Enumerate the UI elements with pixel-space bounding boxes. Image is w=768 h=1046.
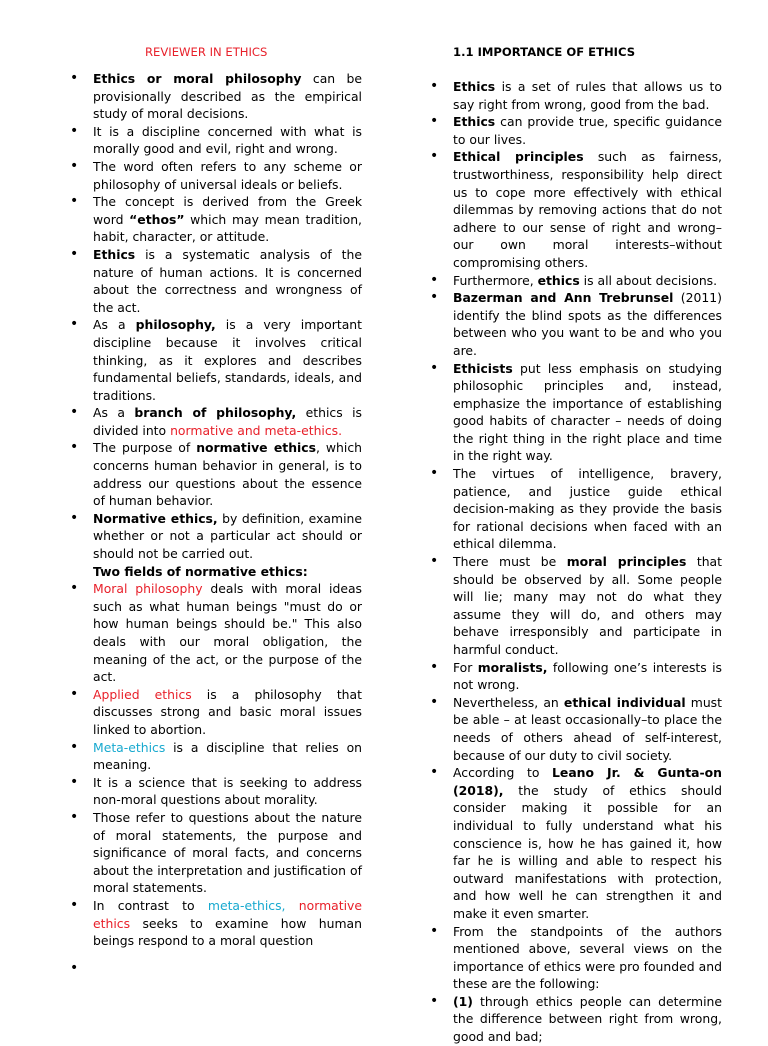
right-text-span: Ethics [453, 114, 496, 130]
left-list-item [70, 70, 362, 123]
right-text-span: Ethical principles [453, 149, 584, 165]
left-list-item [70, 739, 362, 774]
left-text-span: Two fields of normative ethics: [93, 563, 308, 579]
left-text-span: Moral philosophy [93, 581, 203, 597]
left-text-span: seeks to examine how human beings respond to a moral question [93, 915, 362, 949]
left-list-item [70, 809, 362, 897]
left-text-span: It is a science that is seeking to address non-moral questions about morality. [93, 774, 362, 808]
right-text-span: (1) [453, 993, 473, 1009]
left-text-span: Meta-ethics [93, 739, 166, 755]
left-text-span: Normative ethics, [93, 510, 218, 526]
right-list-item [430, 993, 722, 1046]
left-list-item [70, 510, 362, 563]
right-list-item [430, 659, 722, 694]
right-text-span: ethics [537, 272, 580, 288]
left-column-heading: REVIEWER IN ETHICS [145, 45, 268, 59]
left-text-span: It is a discipline concerned with what is morally good and evil, right and wrong. [93, 123, 362, 157]
left-text-span: deals with moral ideas such as what human beings "must do or how human beings should be." This also deals with our moral obligation, the meaning of the act, or the purpose of the act. [93, 581, 362, 685]
right-text-span: Furthermore, [453, 272, 538, 288]
right-text-span: Leano Jr. & Gunta-on (2018), [453, 765, 722, 798]
left-text-span: In contrast to [93, 897, 208, 913]
left-list-item [70, 193, 362, 246]
right-list-item [430, 465, 722, 553]
left-text-span: philosophy, [135, 317, 216, 333]
left-list-item [70, 439, 362, 509]
right-text-span: must be able – at least occasionally–to place the needs of others ahead of self-interest, because of our duty to civil society. [453, 694, 722, 763]
right-list-item [430, 360, 722, 466]
left-text-span: As a [93, 317, 136, 333]
left-text-span: Ethics or moral philosophy [93, 71, 302, 86]
right-bullet-list [430, 78, 722, 1046]
right-list-item [430, 113, 722, 148]
left-text-span: , which concerns human behavior in general, is to address our questions about the essence of human behavior. [93, 440, 362, 509]
right-text-span: For [453, 659, 478, 675]
left-text-span [285, 898, 298, 913]
right-text-span: can provide true, specific guidance to our lives. [453, 114, 722, 147]
right-list-item [430, 78, 722, 113]
left-text-span: “ethos” [129, 211, 185, 227]
right-text-span: moralists, [477, 659, 548, 675]
right-text-span: following one’s interests is not wrong. [453, 659, 722, 693]
left-text-span: can be provisionally described as the empirical study of moral decisions. [93, 71, 362, 122]
right-text-span: such as fairness, trustworthiness, responsibility help direct us to cope more effectively with ethical dilemmas by removing actions that do not adhere to our sense of right and wrong–our own moral interests–without compromising others. [453, 149, 722, 270]
left-text-span: meta-ethics, [207, 897, 286, 913]
left-list-item [70, 580, 362, 686]
right-text-span: Ethics [453, 79, 496, 94]
left-list-item [70, 897, 362, 950]
right-text-span: The virtues of intelligence, bravery, patience, and justice guide ethical decision-making as they provide the basis for rational decisions when faced with an ethical dilemma. [453, 466, 722, 552]
left-text-span: The concept is derived from the Greek word [93, 194, 362, 227]
right-text-span: There must be [453, 554, 567, 570]
right-text-span: Bazerman and Ann Trebrunsel [453, 290, 674, 306]
left-bullet-list [70, 70, 362, 977]
right-list-item [430, 553, 722, 659]
right-list-item [430, 272, 722, 290]
left-list-item [70, 563, 362, 581]
left-text-span: normative and meta-ethics. [170, 422, 343, 438]
right-text-span: is a set of rules that allows us to say right from wrong, good from the bad. [453, 79, 722, 112]
right-text-span: From the standpoints of the authors mentioned above, several views on the importance of ethics were pro founded and these are the following: [453, 923, 722, 992]
left-list-item [70, 316, 362, 404]
right-text-span: (2011) identify the blind spots as the differences between who you want to be and who you are. [453, 290, 722, 358]
right-text-span: According to [453, 765, 553, 781]
right-list-item [430, 764, 722, 922]
left-list-item [70, 123, 362, 158]
right-text-span: Ethicists [453, 360, 513, 376]
left-list-item [70, 960, 362, 978]
left-text-span: by definition, examine whether or not a particular act should or should not be carried out. [93, 510, 362, 562]
right-column-heading: 1.1 IMPORTANCE OF ETHICS [453, 45, 636, 59]
left-text-span: normative ethics [93, 897, 362, 931]
left-text-span: As a [93, 405, 135, 421]
left-list-item [70, 158, 362, 193]
left-text-span: which may mean tradition, habit, character, or attitude. [93, 211, 362, 245]
left-text-span: normative ethics [196, 440, 316, 456]
left-text-span: Those refer to questions about the nature of moral statements, the purpose and significance of moral facts, and concerns about the interpretation and justification of moral statements. [93, 809, 362, 896]
left-list-item [70, 404, 362, 439]
left-list-item [70, 774, 362, 809]
right-text-span: moral principles [566, 554, 687, 570]
right-text-span: ethical individual [563, 694, 686, 710]
left-text-span: is a systematic analysis of the nature of human actions. It is concerned about the correctness and wrongness of the act. [93, 246, 362, 315]
right-list-item [430, 148, 722, 271]
left-text-span: is a philosophy that discusses strong and basic moral issues linked to abortion. [93, 686, 362, 737]
right-text-span: Nevertheless, an [453, 694, 564, 710]
left-text-span: branch of philosophy, [134, 405, 297, 421]
left-text-span: ethics is divided into [93, 405, 362, 438]
left-text-span: Applied ethics [93, 686, 192, 702]
left-text-span: The purpose of [93, 440, 197, 456]
right-list-item [430, 923, 722, 993]
left-text-span: The word often refers to any scheme or philosophy of universal ideals or beliefs. [93, 158, 362, 192]
right-text-span: through ethics people can determine the difference between right from wrong, good and bad; [453, 993, 722, 1045]
right-text-span: put less emphasis on studying philosophic principles and, instead, emphasize the importance of establishing good habits of character – needs of doing the right thing in the right place and time in the right way. [453, 360, 722, 464]
left-text-span: is a discipline that relies on meaning. [93, 739, 362, 773]
right-text-span: that should be observed by all. Some people will lie; many may not do what they assume they will do, and others may behave irresponsibly and participate in harmful conduct. [453, 554, 723, 657]
right-text-span: the study of ethics should consider making it possible for an individual to fully understand what his conscience is, how he has gained it, how far he is willing and able to respect his outward manifestations with protection, and how well he can strengthen it and make it even smarter. [453, 782, 722, 921]
right-list-item [430, 289, 722, 359]
left-text-span: Ethics [93, 246, 136, 262]
right-text-span: is all about decisions. [579, 272, 718, 288]
right-list-item [430, 694, 722, 764]
left-list-item [70, 246, 362, 316]
left-list-item [70, 686, 362, 739]
left-text-span: is a very important discipline because it involves critical thinking, as it explores and describes fundamental beliefs, standards, ideals, and traditions. [93, 317, 363, 403]
